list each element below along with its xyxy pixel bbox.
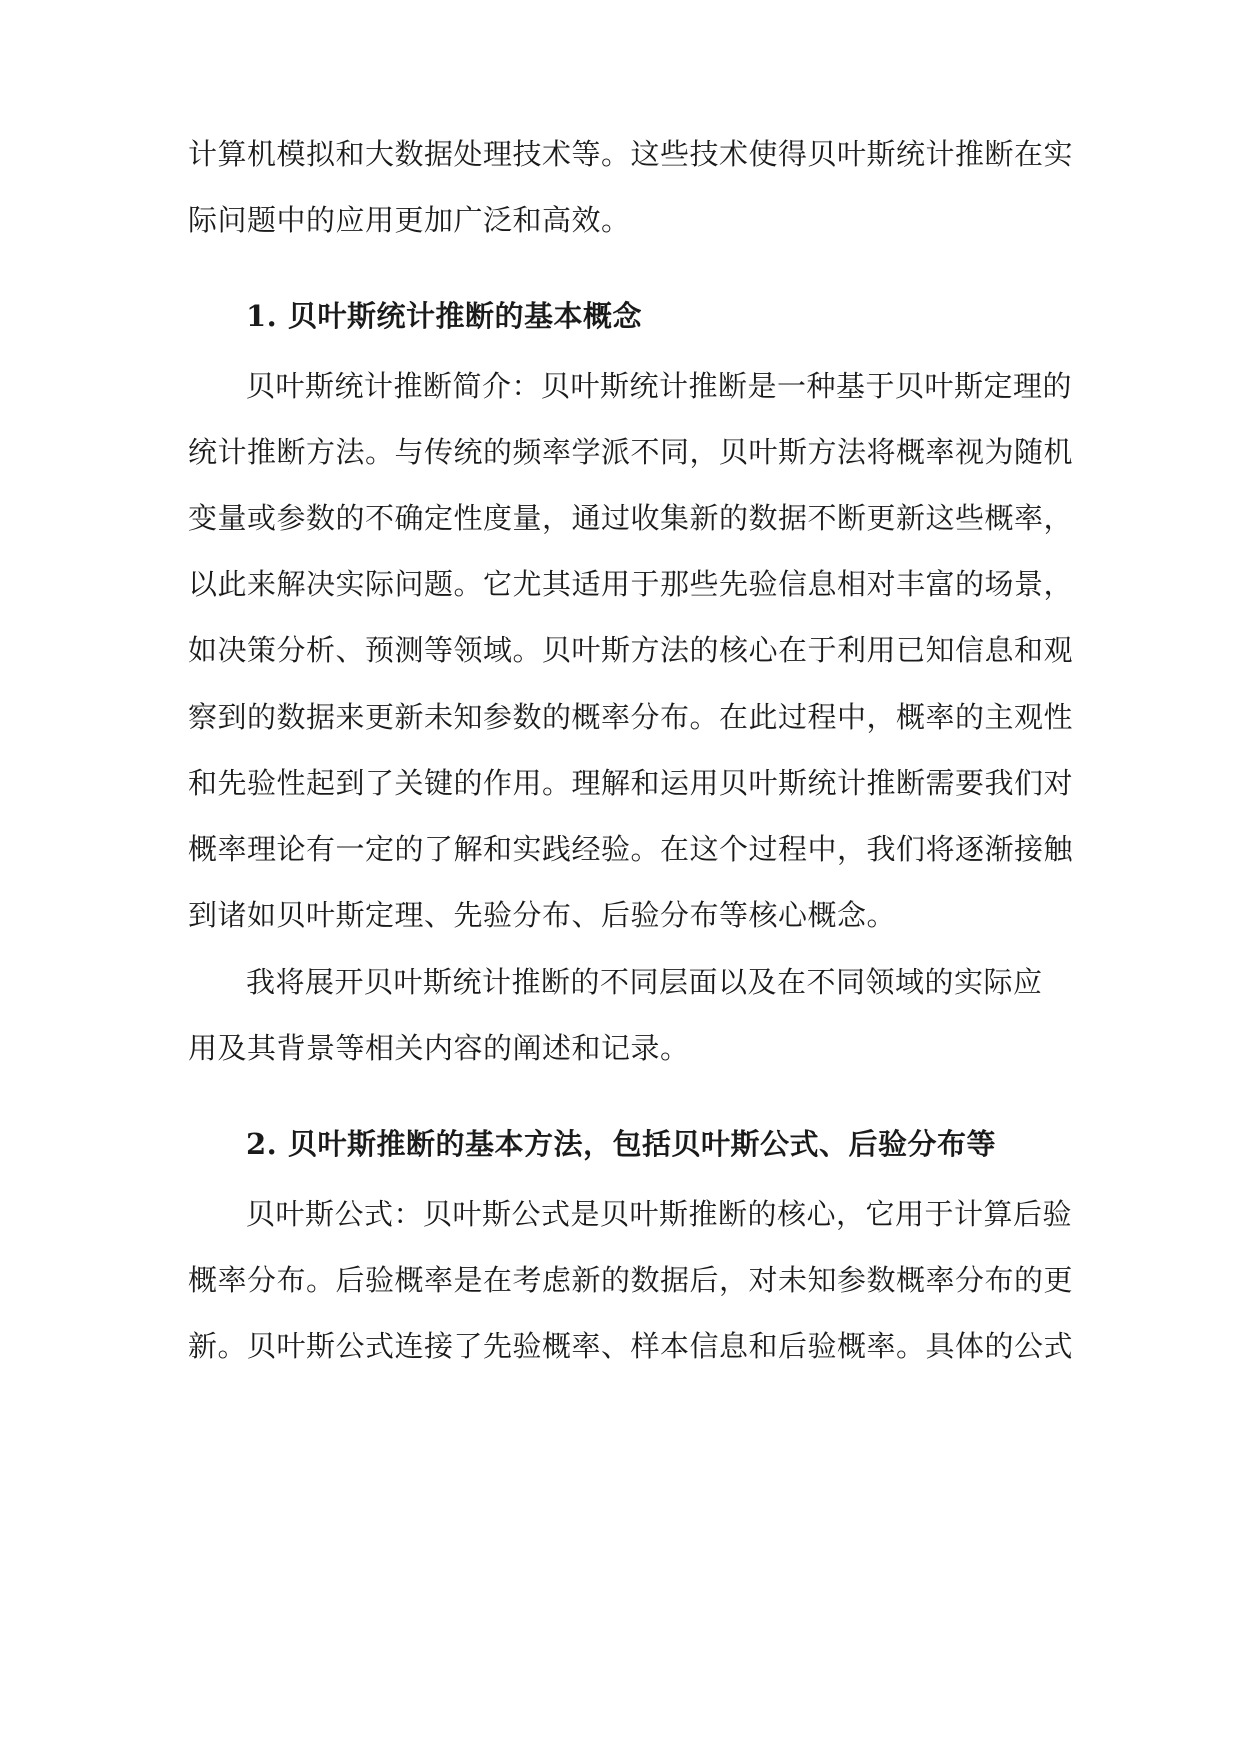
s1-p1-line-1: 贝叶斯统计推断简介：贝叶斯统计推断是一种基于贝叶斯定理的 (246, 369, 1073, 403)
section-2-number: 2. (246, 1127, 278, 1161)
section-1-number: 1. (246, 299, 278, 333)
s1-p1-line-2: 统计推断方法。与传统的频率学派不同，贝叶斯方法将概率视为随机 (188, 435, 1074, 469)
section-2-heading (246, 1124, 996, 1164)
s1-p1-line-3: 变量或参数的不确定性度量，通过收集新的数据不断更新这些概率， (188, 501, 1074, 535)
s1-p2-line-1: 我将展开贝叶斯统计推断的不同层面以及在不同领域的实际应 (246, 965, 1043, 999)
intro-line-2: 际问题中的应用更加广泛和高效。 (188, 203, 631, 237)
section-2-title: 贝叶斯推断的基本方法，包括贝叶斯公式、后验分布等 (288, 1127, 997, 1161)
s1-p1-line-8: 概率理论有一定的了解和实践经验。在这个过程中，我们将逐渐接触 (188, 832, 1074, 866)
section-1-heading (246, 296, 642, 336)
s1-p1-line-4: 以此来解决实际问题。它尤其适用于那些先验信息相对丰富的场景， (188, 567, 1074, 601)
s2-p1-line-2: 概率分布。后验概率是在考虑新的数据后，对未知参数概率分布的更 (188, 1263, 1074, 1297)
s2-p1-line-3: 新。贝叶斯公式连接了先验概率、样本信息和后验概率。具体的公式 (188, 1329, 1074, 1363)
s1-p1-line-6: 察到的数据来更新未知参数的概率分布。在此过程中，概率的主观性 (188, 700, 1074, 734)
intro-line-1: 计算机模拟和大数据处理技术等。这些技术使得贝叶斯统计推断在实 (188, 137, 1074, 171)
s1-p1-line-5: 如决策分析、预测等领域。贝叶斯方法的核心在于利用已知信息和观 (188, 633, 1074, 667)
s2-p1-line-1: 贝叶斯公式：贝叶斯公式是贝叶斯推断的核心，它用于计算后验 (246, 1197, 1073, 1231)
section-1-title: 贝叶斯统计推断的基本概念 (288, 299, 643, 333)
s1-p2-line-2: 用及其背景等相关内容的阐述和记录。 (188, 1031, 690, 1065)
s1-p1-line-9: 到诸如贝叶斯定理、先验分布、后验分布等核心概念。 (188, 898, 897, 932)
s1-p1-line-7: 和先验性起到了关键的作用。理解和运用贝叶斯统计推断需要我们对 (188, 766, 1074, 800)
